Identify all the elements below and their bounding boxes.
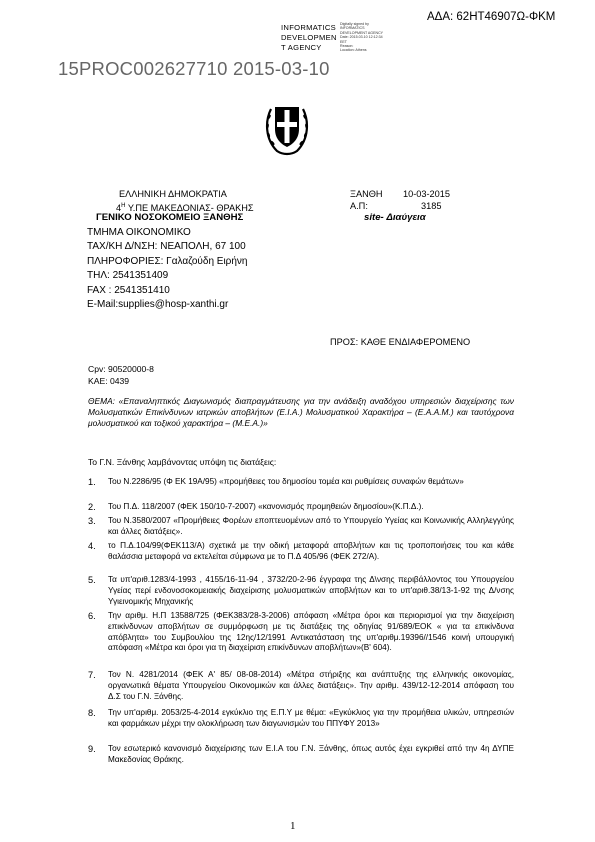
item-number: 1. <box>88 477 96 487</box>
item-text: Την αριθμ. Η.Π 13588/725 (ΦΕΚ383/28-3-2006) απόφαση «Μέτρα όροι και περιορισμοί για την διαχείριση επικίνδυνων αποβλήτων σε συμμόρφωση με τις διατάξεις της οδηγίας 91/689/ΕΟΚ « για τα επικίνδυνα απόβλητα» του Συμβουλίου της 12ης/12/1991 Αντικατάσταση της υπ'αριθμ.19396//1546 κοινή υπουργική απόφαση «Μέτρα και όροι για τη διαχείριση επικίνδυνων αποβλήτων»(Β' 604). <box>108 611 514 653</box>
signature-detail-line: EET <box>340 39 347 44</box>
contact-person: ΠΛΗΡΟΦΟΡΙΕΣ: Γαλαζούδη Ειρήνη <box>87 255 248 267</box>
item-text: Του Ν.2286/95 (Φ ΕΚ 19Α/95) «προμήθειες του δημοσίου τομέα και ρυθμίσεις συναφών θεμάτων» <box>108 477 464 486</box>
kae-code: ΚΑΕ: 0439 <box>88 375 130 386</box>
item-number: 9. <box>88 744 96 754</box>
item-number: 6. <box>88 611 96 621</box>
subject: ΘΕΜΑ: «Επαναληπτικός Διαγωνισμός διαπραγμάτευσης για την ανάδειξη αναδόχου υπηρεσιών διαχείρισης των Μολυσματικών Επικίνδυνων ιατρικών αποβλήτων (Ε.Ι.Α.) Μολυσματικού Χαρακτήρα – (Ε.Α.Α.Μ.) και ταυτόχρονα μολυσματικού και τοξικού χαρακτήρα – (Μ.Ε.Α.)» <box>88 396 514 428</box>
fax: FAX : 2541351410 <box>87 284 170 296</box>
signature-detail-line: INFORMATICS <box>340 26 365 31</box>
list-item <box>88 575 514 607</box>
phone: ΤΗΛ: 2541351409 <box>87 270 169 282</box>
list-item <box>88 708 514 730</box>
protocol-label: Α.Π: <box>350 201 368 211</box>
item-number: 3. <box>88 516 96 526</box>
stamp-line: DEVELOPMEN <box>281 33 337 42</box>
region-number: 4 <box>116 203 122 214</box>
address: ΤΑΧ/ΚΗ Δ/ΝΣΗ: ΝΕΑΠΟΛΗ, 67 100 <box>87 241 246 253</box>
item-number: 2. <box>88 502 96 512</box>
region-superscript: Η <box>121 203 126 209</box>
signature-detail-line: Reason: <box>340 44 354 49</box>
signature-detail-line: DEVELOPMENT AGENCY <box>340 30 384 35</box>
city-label: ΞΑΝΘΗ <box>350 189 383 199</box>
coat-of-arms-icon <box>263 99 311 157</box>
codes <box>88 364 154 387</box>
stamp-line: INFORMATICS <box>281 23 337 32</box>
signature-detail-line: Digitally signed by <box>340 22 369 26</box>
list-item <box>88 516 514 538</box>
item-text: Του Π.Δ. 118/2007 (ΦΕΚ 150/10-7-2007) «κανονισμός προμηθειών δημοσίου»(Κ.Π.Δ.). <box>108 502 424 511</box>
document-date: 10-03-2015 <box>403 189 450 199</box>
list-item <box>88 744 514 766</box>
item-text: Του Ν.3580/2007 «Προμήθειες Φορέων εποπτευομένων από το Υπουργείο Υγείας και Κοινωνικής Αλληλεγγύης και άλλες διατάξεις». <box>108 516 514 536</box>
signature-detail-line: Location: Athens <box>340 48 367 53</box>
republic-heading: ΕΛΛΗΝΙΚΗ ΔΗΜΟΚΡΑΤΙΑ <box>119 189 227 199</box>
ada-code: ΑΔΑ: 62ΗΤ46907Ω-ΦΚΜ <box>427 11 556 23</box>
recipient: ΠΡΟΣ: ΚΑΘΕ ΕΝΔΙΑΦΕΡΟΜΕΝΟ <box>330 337 471 347</box>
item-text: Την υπ'αριθμ. 2053/25-4-2014 εγκύκλιο της Ε.Π.Υ με θέμα: «Εγκύκλιος για την προμήθεια υλικών, υπηρεσιών και φαρμάκων μέχρι την ολοκλήρωση των διαγωνισμών του ΠΠΥΦΥ 2013» <box>108 708 514 728</box>
signature-details <box>340 22 383 53</box>
protocol-number: 3185 <box>421 201 442 211</box>
region-name: Υ.ΠΕ ΜΑΚΕΔΟΝΙΑΣ- ΘΡΑΚΗΣ <box>125 203 254 214</box>
email: E-Mail:supplies@hosp-xanthi.gr <box>87 299 229 311</box>
document-id: 15PROC002627710 2015-03-10 <box>58 58 330 79</box>
intro-text: Το Γ.Ν. Ξάνθης λαμβάνοντας υπόψη τις διατάξεις: <box>88 457 277 467</box>
item-text: το Π.Δ.104/99(ΦΕΚ113/Α) σχετικά με την οδική μεταφορά αποβλήτων και τις τροποποιήσεις του και κάθε θαλάσσια μεταφορά να εκτελείται σύμφωνα με το Π.Δ 405/96 (ΦΕΚ 272/Α). <box>108 541 514 561</box>
item-text: Τον εσωτερικό κανονισμό διαχείρισης των Ε.Ι.Α του Γ.Ν. Ξάνθης, όπως αυτός έχει εγκριθεί από την 4η ΔΥΠΕ Μακεδονίας Θράκης. <box>108 744 514 764</box>
cpv-code: Cpv: 90520000-8 <box>88 364 154 374</box>
contact-info <box>87 226 247 312</box>
list-item <box>88 477 514 488</box>
list-item <box>88 670 514 702</box>
department: ΤΜΗΜΑ ΟΙΚΟΝΟΜΙΚΟ <box>87 227 191 238</box>
list-item <box>88 502 514 513</box>
digital-signature-stamp <box>281 23 337 53</box>
page-number: 1 <box>290 820 296 832</box>
stamp-line: T AGENCY <box>281 43 322 52</box>
item-text: Τον Ν. 4281/2014 (ΦΕΚ Α' 85/ 08-08-2014) «Μέτρα στήριξης και ανάπτυξης της ελληνικής οικονομίας, οργανωτικά θέματα Υπουργείου Οικονομικών και άλλες διατάξεις». Την αριθμ. 439/12-12-2014 απόφαση του Δ.Σ του Γ.Ν. Ξάνθης. <box>108 670 514 701</box>
item-number: 4. <box>88 541 96 551</box>
item-number: 5. <box>88 575 96 585</box>
list-item <box>88 611 514 654</box>
item-number: 7. <box>88 670 96 680</box>
signature-detail-line: Date: 2015.03.10 12:12:34 <box>340 35 383 40</box>
item-text: Τα υπ'αριθ.1283/4-1993 , 4155/16-11-94 , 3732/20-2-96 έγγραφα της Δ\νσης περιβάλλοντος του Υπουργείου Υγείας περί ενδονοσοκομειακής διαχείρισης μολυσματικών αποβλήτων και το υπ'αριθ.38/13-1-92 της Δ/νσης Υγιεινομικής Μηχανικής <box>108 575 514 606</box>
item-number: 8. <box>88 708 96 718</box>
hospital-name: ΓΕΝΙΚΟ ΝΟΣΟΚΟΜΕΙΟ ΞΑΝΘΗΣ <box>96 212 244 223</box>
list-item <box>88 541 514 563</box>
site-diavgeia: site- Διαύγεια <box>364 212 426 223</box>
